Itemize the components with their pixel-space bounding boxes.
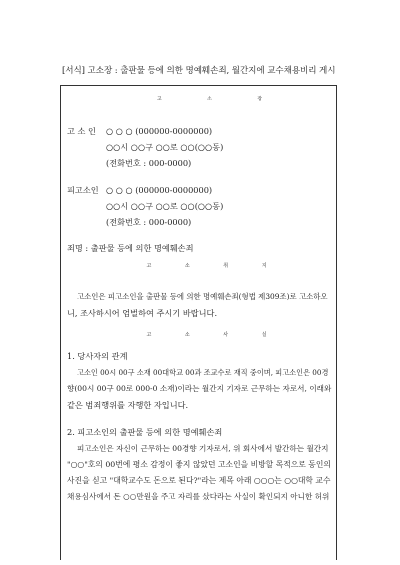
section-heading: 1. 당사자의 관계 <box>67 351 128 361</box>
paragraph-line: 피고소인은 자신이 근무하는 00경향 기자로서, 위 회사에서 발간하는 월간지 <box>77 444 329 453</box>
accused-id: ○ ○ ○ (000000-0000000) <box>106 185 213 195</box>
paragraph-line: 향(00시 00구 00로 000-0 소재)이라는 월간지 기자로 근무하는 자로서, 이래와 <box>67 384 332 393</box>
paragraph-line: 같은 범죄행위를 자행한 자입니다. <box>67 400 189 410</box>
document-title: 고 소 장 <box>157 97 284 102</box>
paragraph-line: 채용심사에서 돈 ○○만원을 주고 자리를 샀다라는 사실이 확인되지 아니한 허위 <box>67 492 330 501</box>
form-caption: [서식] 고소장 : 출판물 등에 의한 명예훼손죄, 월간지에 교수채용비리 게시 <box>62 66 336 76</box>
complaint-document <box>60 85 337 560</box>
facts-heading: 고 소 사 실 <box>146 332 283 338</box>
accused-label: 피고소인 <box>67 185 99 195</box>
purpose-line: 고소인은 피고소인을 출판물 등에 의한 명예훼손죄(형법 제309조)로 고소하오 <box>77 292 328 301</box>
section-heading: 2. 피고소인의 출판물 등에 의한 명예훼손죄 <box>67 427 223 437</box>
complainant-id: ○ ○ ○ (000000-0000000) <box>106 126 213 136</box>
accused-phone: (전화번호 : 000-0000) <box>106 217 192 227</box>
crime-name: 죄명 : 출판물 등에 의한 명예훼손죄 <box>67 243 194 253</box>
paragraph-line: "○○"호의 00번에 평소 감정이 좋지 않았던 고소인을 비방할 목적으로 동인의 <box>67 460 331 469</box>
purpose-heading: 고 소 취 지 <box>146 263 283 269</box>
accused-address: ○○시 ○○구 ○○로 ○○(○○동) <box>106 201 224 211</box>
paragraph-line: 사진을 싣고 "대학교수도 돈으로 된다?"라는 제목 아래 ○○○는 ○○대학 교수 <box>67 476 331 485</box>
complainant-address: ○○시 ○○구 ○○로 ○○(○○동) <box>106 142 224 152</box>
paragraph-line: 고소인 00시 00구 소재 00대학교 00과 조교수로 재직 중이며, 피고소인은 00경 <box>77 368 329 377</box>
complainant-phone: (전화번호 : 000-0000) <box>106 158 192 168</box>
purpose-line: 니, 조사하시어 엄벌하여 주시기 바랍니다. <box>67 308 218 318</box>
complainant-label: 고 소 인 <box>67 126 96 136</box>
